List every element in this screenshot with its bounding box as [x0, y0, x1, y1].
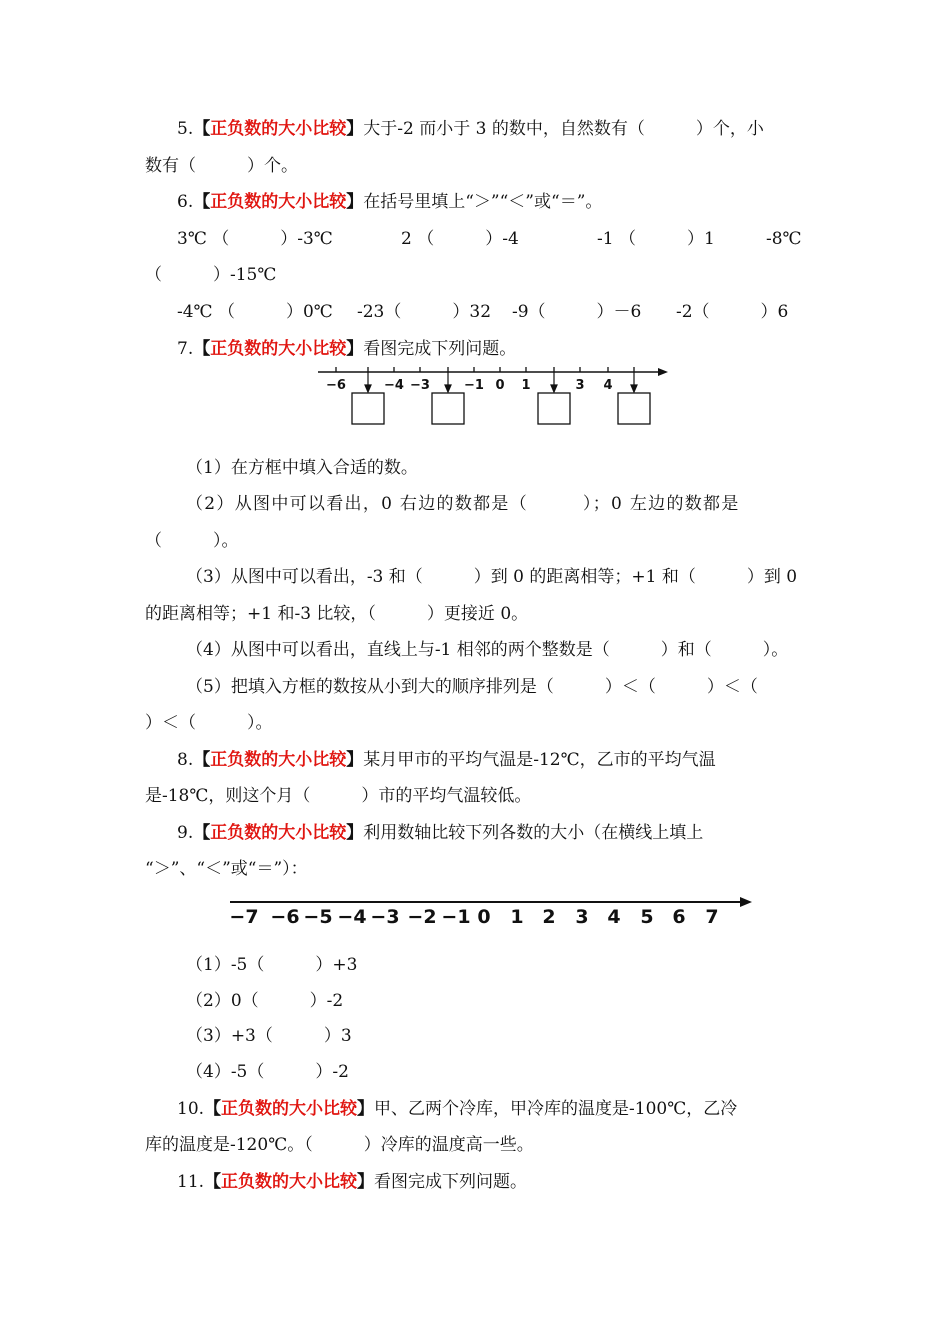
q7-text: 看图完成下列问题。 [363, 339, 517, 359]
q9-axis-label: 4 [607, 906, 621, 928]
q7-axis-label: −4 [384, 378, 404, 393]
q5-line-1 [177, 118, 764, 140]
q7-pointer-arrowhead [445, 385, 451, 392]
q9-line-2: “＞”、“＜”或“＝”）： [145, 859, 308, 879]
bracket-close: 】 [346, 192, 364, 212]
q7-axis-arrowhead [658, 368, 668, 376]
q7-sub-5-line-1: （5）把填入方框的数按从小到大的顺序排列是（ ）＜（ ）＜（ [186, 677, 758, 697]
q6-row1-c: -1 （ ）1 [597, 229, 715, 249]
q7-number-line-figure [310, 362, 675, 432]
q7-answer-box[interactable] [352, 393, 384, 424]
q9-number: 9. [177, 823, 194, 843]
q6-row3-b: -23（ ）32 [357, 302, 492, 322]
q11-number: 11. [177, 1172, 205, 1192]
q9-axis-label: 0 [477, 906, 491, 928]
q7-pointer-arrowhead [365, 385, 371, 392]
q6-text: 在括号里填上“＞”“＜”或“＝”。 [363, 192, 603, 212]
q6-line-1 [177, 191, 602, 213]
q8-text: 某月甲市的平均气温是-12℃，乙市的平均气温 [363, 750, 716, 770]
q10-text: 甲、乙两个冷库，甲冷库的温度是-100℃，乙冷 [374, 1099, 738, 1119]
q9-item-3: （3）+3（ ）3 [186, 1026, 352, 1046]
q5-line-2: 数有（ ）个。 [145, 156, 298, 176]
q9-axis-label: 6 [672, 906, 686, 928]
q11-text: 看图完成下列问题。 [374, 1172, 528, 1192]
q9-tag: 正负数的大小比较 [210, 823, 347, 843]
bracket-open: 【 [193, 192, 211, 212]
q7-tag: 正负数的大小比较 [210, 339, 347, 359]
q7-axis-label: 4 [603, 378, 613, 393]
q7-sub-2-line-2: （ ）。 [145, 531, 239, 551]
q10-line-1 [177, 1098, 737, 1120]
q7-sub-5-line-2: ）＜（ ）。 [145, 713, 273, 733]
q11-line-1 [177, 1171, 527, 1193]
q9-axis-arrowhead [740, 897, 752, 907]
q9-axis-label: 5 [640, 906, 654, 928]
q6-row1-a: 3℃ （ ）-3℃ [177, 229, 333, 249]
q9-axis-label: 3 [575, 906, 589, 928]
q7-sub-1: （1）在方框中填入合适的数。 [186, 458, 418, 478]
q10-tag: 正负数的大小比较 [221, 1099, 358, 1119]
q7-sub-4: （4）从图中可以看出，直线上与-1 相邻的两个整数是（ ）和（ ）。 [186, 640, 789, 660]
q7-sub-3-line-2: 的距离相等；+1 和-3 比较，（ ）更接近 0。 [145, 604, 529, 624]
bracket-open: 【 [204, 1099, 222, 1119]
bracket-close: 】 [357, 1172, 375, 1192]
q7-answer-box[interactable] [618, 393, 650, 424]
bracket-open: 【 [193, 339, 211, 359]
q9-axis-label: −2 [407, 906, 437, 928]
q7-axis-label: −1 [464, 378, 484, 393]
q7-axis-label: 1 [521, 378, 531, 393]
q7-pointer-arrowhead [631, 385, 637, 392]
q6-row1-d: -8℃ [766, 229, 802, 249]
q8-number: 8. [177, 750, 194, 770]
q10-line-2: 库的温度是-120℃。（ ）冷库的温度高一些。 [145, 1135, 534, 1155]
q11-tag: 正负数的大小比较 [221, 1172, 358, 1192]
q8-line-1 [177, 749, 716, 771]
q9-axis-label: 2 [542, 906, 556, 928]
q7-axis-label: 3 [575, 378, 585, 393]
bracket-open: 【 [193, 750, 211, 770]
q9-axis-label: −7 [229, 906, 259, 928]
q6-tag: 正负数的大小比较 [210, 192, 347, 212]
q6-row1-b: 2 （ ）-4 [401, 229, 519, 249]
q5-text: 大于-2 而小于 3 的数中，自然数有（ ）个，小 [363, 119, 764, 139]
bracket-close: 】 [346, 750, 364, 770]
bracket-open: 【 [204, 1172, 222, 1192]
q7-answer-box[interactable] [432, 393, 464, 424]
q5-number: 5. [177, 119, 194, 139]
q6-row3-c: -9（ ）－6 [512, 302, 642, 322]
q9-axis-label: 7 [705, 906, 719, 928]
q6-number: 6. [177, 192, 194, 212]
bracket-close: 】 [357, 1099, 375, 1119]
bracket-close: 】 [346, 339, 364, 359]
q7-axis-label: −3 [410, 378, 430, 393]
q9-item-2: （2）0（ ）-2 [186, 991, 344, 1011]
q7-sub-2-line-1: （2）从图中可以看出，0 右边的数都是（ ）；0 左边的数都是 [186, 494, 740, 514]
q9-axis-label: −3 [370, 906, 400, 928]
q7-pointer-arrowhead [551, 385, 557, 392]
q8-tag: 正负数的大小比较 [210, 750, 347, 770]
q6-row3-d: -2（ ）6 [676, 302, 789, 322]
bracket-close: 】 [346, 119, 364, 139]
q7-sub-3-line-1: （3）从图中可以看出，-3 和（ ）到 0 的距离相等；+1 和（ ）到 0 [186, 567, 798, 587]
bracket-close: 】 [346, 823, 364, 843]
q9-line-1 [177, 822, 703, 844]
q9-axis-label: −4 [337, 906, 367, 928]
q7-answer-box[interactable] [538, 393, 570, 424]
q8-line-2: 是-18℃，则这个月（ ）市的平均气温较低。 [145, 786, 532, 806]
q6-row3-a: -4℃ （ ）0℃ [177, 302, 333, 322]
bracket-open: 【 [193, 823, 211, 843]
q5-tag: 正负数的大小比较 [210, 119, 347, 139]
q7-line-1 [177, 338, 516, 360]
q9-axis-label: −5 [303, 906, 333, 928]
bracket-open: 【 [193, 119, 211, 139]
q9-axis-label: −6 [270, 906, 300, 928]
q10-number: 10. [177, 1099, 205, 1119]
q9-axis-label: 1 [510, 906, 524, 928]
q9-item-1: （1）-5（ ）+3 [186, 955, 358, 975]
q9-axis-label: −1 [441, 906, 471, 928]
q7-number: 7. [177, 339, 194, 359]
q9-item-4: （4）-5（ ）-2 [186, 1062, 349, 1082]
q7-axis-label: −6 [326, 378, 346, 393]
q9-text: 利用数轴比较下列各数的大小（在横线上填上 [363, 823, 704, 843]
q7-axis-label: 0 [495, 378, 505, 393]
q6-row2: （ ）-15℃ [145, 265, 277, 285]
q9-number-line-figure [224, 893, 759, 929]
